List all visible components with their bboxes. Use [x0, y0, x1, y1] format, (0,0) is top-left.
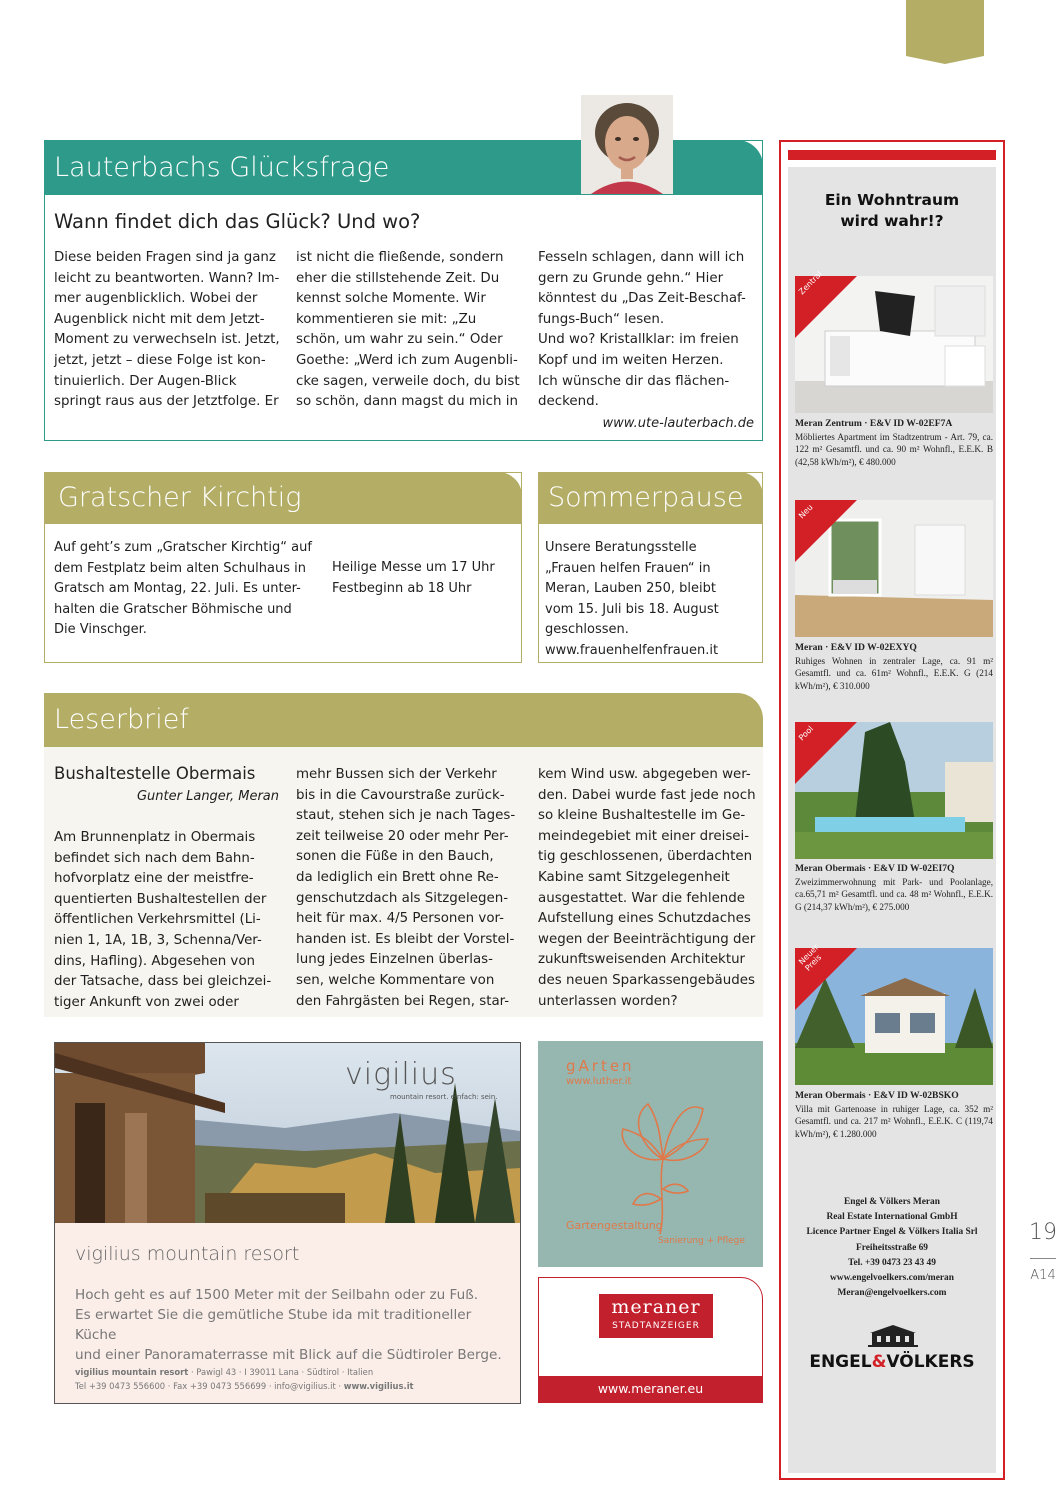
listing-3-title: Meran Obermais · E&V ID W-02EI7Q	[795, 863, 955, 874]
leserbrief-col-1: Am Brunnenplatz in Obermais befindet sich nach dem Bahn- hofvorplatz eine der meistfre- quentierten Bushaltestellen der öffentlichen Verkehrsmittel (Li- nien 1, 1A, 1B, 3, Schenna/Ver- dins, Hafling). Abgesehen von der Tatsache, dass bei gleichzei- tiger Ankunft von zwei oder	[54, 830, 272, 1010]
vigilius-title: vigilius mountain resort	[75, 1243, 300, 1265]
kirchtig-text: Auf geht’s zum „Gratscher Kirchtig“ auf dem Festplatz beim alten Schulhaus in Gratsch am Montag, 22. Juli. Es unter- halten die Gratscher Böhmische und Die Vinschger.	[54, 540, 312, 637]
kirchtig-header	[44, 472, 522, 524]
listing-1-title: Meran Zentrum · E&V ID W-02EF7A	[795, 418, 953, 429]
listing-4-photo[interactable]	[795, 942, 993, 1085]
ev-logo-amp: &	[871, 1352, 887, 1372]
leserbrief-title: Leserbrief	[54, 704, 189, 735]
leserbrief-heading: Bushaltestelle Obermais	[54, 764, 256, 783]
listing-2-desc: Ruhiges Wohnen in zentraler Lage, ca. 91 m² Gesamtfl. und ca. 61m² Wohnfl., E.E.K. G (214 kWh/m²), € 310.000	[795, 655, 993, 691]
sommerpause-text: Unsere Beratungsstelle „Frauen helfen Frauen“ in Meran, Lauben 250, bleibt vom 15. Juli bis 18. August geschlossen. www.frauenhelfenfrauen.it	[545, 540, 719, 658]
ev-headline: Ein Wohntraum wird wahr!?	[824, 191, 960, 230]
listing-4-text	[795, 1089, 993, 1140]
listing-3-text	[795, 862, 993, 913]
garten-line-2: Sanierung + Pflege	[658, 1236, 745, 1246]
vigilius-logo-sub: mountain resort. einfach: sein.	[390, 1093, 498, 1101]
garten-url: www.luther.it	[566, 1076, 632, 1087]
engel-voelkers-column	[779, 140, 1005, 1480]
listing-1-desc: Möbliertes Apartment im Stadtzentrum - Art. 79, ca. 122 m² Gesamtfl. und ca. 90 m² Wohnfl., E.E.K. B (42,58 kWh/m²), € 480.000	[795, 431, 993, 467]
vigilius-photo	[55, 1043, 520, 1223]
leserbrief-author: Gunter Langer, Meran	[136, 789, 279, 804]
meraner-url-bar	[539, 1376, 762, 1402]
garten-ad[interactable]	[538, 1041, 763, 1267]
kirchtig-times: Heilige Messe um 17 Uhr Festbeginn ab 18 Uhr	[332, 560, 495, 596]
lauterbach-url[interactable]: www.ute-lauterbach.de	[602, 416, 754, 431]
lauterbach-col-2: ist nicht die fließende, sondern eher die stillstehende Zeit. Du kennst solche Momente. Wir kommentieren sie mit: „Zu schön, um wahr zu sein.“ Oder Goethe: „Werd ich zum Augenbli- cke sagen, verweile doch, du bist so schön, dann magst du mich in	[296, 250, 520, 410]
ev-top-bar	[788, 150, 996, 160]
listing-4-desc: Villa mit Gartenoase in ruhiger Lage, ca. 352 m² Gesamtfl. und ca. 217 m² Wohnfl., E.E.K. C (119,74 kWh/m²), € 1.280.000	[795, 1103, 993, 1139]
page-divider	[1030, 1258, 1056, 1259]
listing-2-text	[795, 641, 993, 692]
ev-contact: Engel & Völkers Meran Real Estate International GmbH Licence Partner Engel & Völkers Italia Srl Freiheitsstraße 69 Tel. +39 0473 23 43 49 www.engelvoelkers.com/meran Meran@engelvoelkers.com	[806, 1197, 978, 1299]
ev-logo-right: VÖLKERS	[886, 1352, 975, 1372]
page-tab-marker	[906, 0, 984, 64]
page-code: A14	[1030, 1268, 1056, 1283]
listing-1-photo[interactable]	[795, 269, 993, 413]
meraner-url[interactable]: www.meraner.eu	[597, 1381, 704, 1396]
garten-line-1: Gartengestaltung	[566, 1219, 663, 1232]
listing-2-photo[interactable]	[795, 500, 993, 637]
author-portrait	[581, 95, 673, 194]
vigilius-footer-contact: Tel +39 0473 556600 · Fax +39 0473 556699 · info@vigilius.it ·	[75, 1381, 344, 1391]
vigilius-logo: vigilius	[345, 1057, 457, 1092]
leserbrief-header	[44, 693, 763, 747]
listing-1-tag: Zentral	[797, 269, 824, 297]
meraner-logo-sub: STADTANZEIGER	[612, 1321, 700, 1331]
vigilius-ad[interactable]	[54, 1042, 521, 1404]
vigilius-footer	[75, 1365, 414, 1393]
flower-icon	[608, 1089, 718, 1239]
meraner-logo: meraner	[611, 1296, 701, 1318]
sommerpause-title: Sommerpause	[548, 482, 744, 513]
lauterbach-col-1: Diese beiden Fragen sind ja ganz leicht zu beantworten. Wann? Im- mer augenblicklich. Wobei der Augenblick nicht mit dem Jetzt- Moment zu verwechseln ist. Jetzt, jetzt, jetzt – diese Folge ist kon- tinuierlich. Der Augen-Blick springt raus aus der Jetztfolge. Er	[54, 250, 280, 410]
leserbrief-col-2: mehr Bussen sich der Verkehr bis in die Cavourstraße zurück- staut, stehen sich je nach Tages- zeit teilweise 20 oder mehr Per- sonen die Füße in den Bauch, da lediglich ein Brett ohne Re- genschutzdach als Sitzgelegen- heit für max. 4/5 Personen vor- handen ist. Es bleibt der Vorstel- lung jedes Einzelnen überlas- sen, welche Kommentare von den Fahrgästen bei Regen, star-	[296, 767, 516, 1009]
meraner-logo-box	[599, 1294, 713, 1338]
vigilius-text: Hoch geht es auf 1500 Meter mit der Seilbahn oder zu Fuß. Es erwartet Sie die gemütliche Stube ida mit traditioneller Küche und einer Panoramaterrasse mit Blick auf die Südtiroler Berge.	[75, 1287, 502, 1363]
listing-3-tag: Pool	[797, 724, 816, 743]
kirchtig-title: Gratscher Kirchtig	[58, 482, 302, 513]
lauterbach-col-3: Fesseln schlagen, dann will ich gern zu Grunde gehn.“ Hier könntest du „Das Zeit-Beschaf- fungs-Buch“ lesen. Und wo? Kristallklar: im freien Kopf und im weiten Herzen. Ich wünsche dir das flächen- deckend.	[538, 250, 746, 410]
listing-2-tag: Neu	[797, 502, 815, 521]
page-number: 19	[1029, 1220, 1057, 1245]
meraner-ad[interactable]	[538, 1277, 763, 1403]
vigilius-footer-address: · Pawigl 43 · I 39011 Lana · Südtirol · Italien	[188, 1367, 374, 1377]
vigilius-footer-url[interactable]: www.vigilius.it	[343, 1381, 414, 1391]
garten-title: gArten	[566, 1057, 635, 1075]
listing-4-title: Meran Obermais · E&V ID W-02BSKO	[795, 1090, 959, 1101]
house-icon	[864, 1324, 922, 1348]
leserbrief-col-3: kem Wind usw. abgegeben wer- den. Dabei wurde fast jede noch so kleine Bushaltestelle im Ge- meindegebiet mit einer dreisei- tig geschlossenen, überdachten Kabine samt Sitzgelegenheit ausgestattet. War die fehlende Aufstellung eines Schutzdaches wegen der Beeinträchtigung der zukunftsweisenden Architektur des neuen Sparkassengebäudes unterlassen worden?	[538, 767, 756, 1009]
lauterbach-title: Lauterbachs Glücksfrage	[54, 152, 390, 183]
listing-3-photo[interactable]	[795, 722, 993, 859]
listing-1-text	[795, 417, 993, 468]
ev-logo-left: ENGEL	[809, 1352, 872, 1372]
ev-logo	[788, 1352, 996, 1372]
lauterbach-subtitle: Wann findet dich das Glück? Und wo?	[54, 210, 421, 233]
listing-2-title: Meran · E&V ID W-02EXYQ	[795, 642, 917, 653]
sommerpause-header	[538, 472, 763, 524]
listing-4-tag: Neuer Preis	[797, 942, 824, 973]
listing-3-desc: Zweizimmerwohnung mit Park- und Poolanlage, ca.65,71 m² Gesamtfl. und ca. 48 m² Wohnfl., E.E.K. G (214,37 kWh/m²), € 275.000	[795, 876, 993, 912]
vigilius-footer-name: vigilius mountain resort	[75, 1367, 189, 1377]
